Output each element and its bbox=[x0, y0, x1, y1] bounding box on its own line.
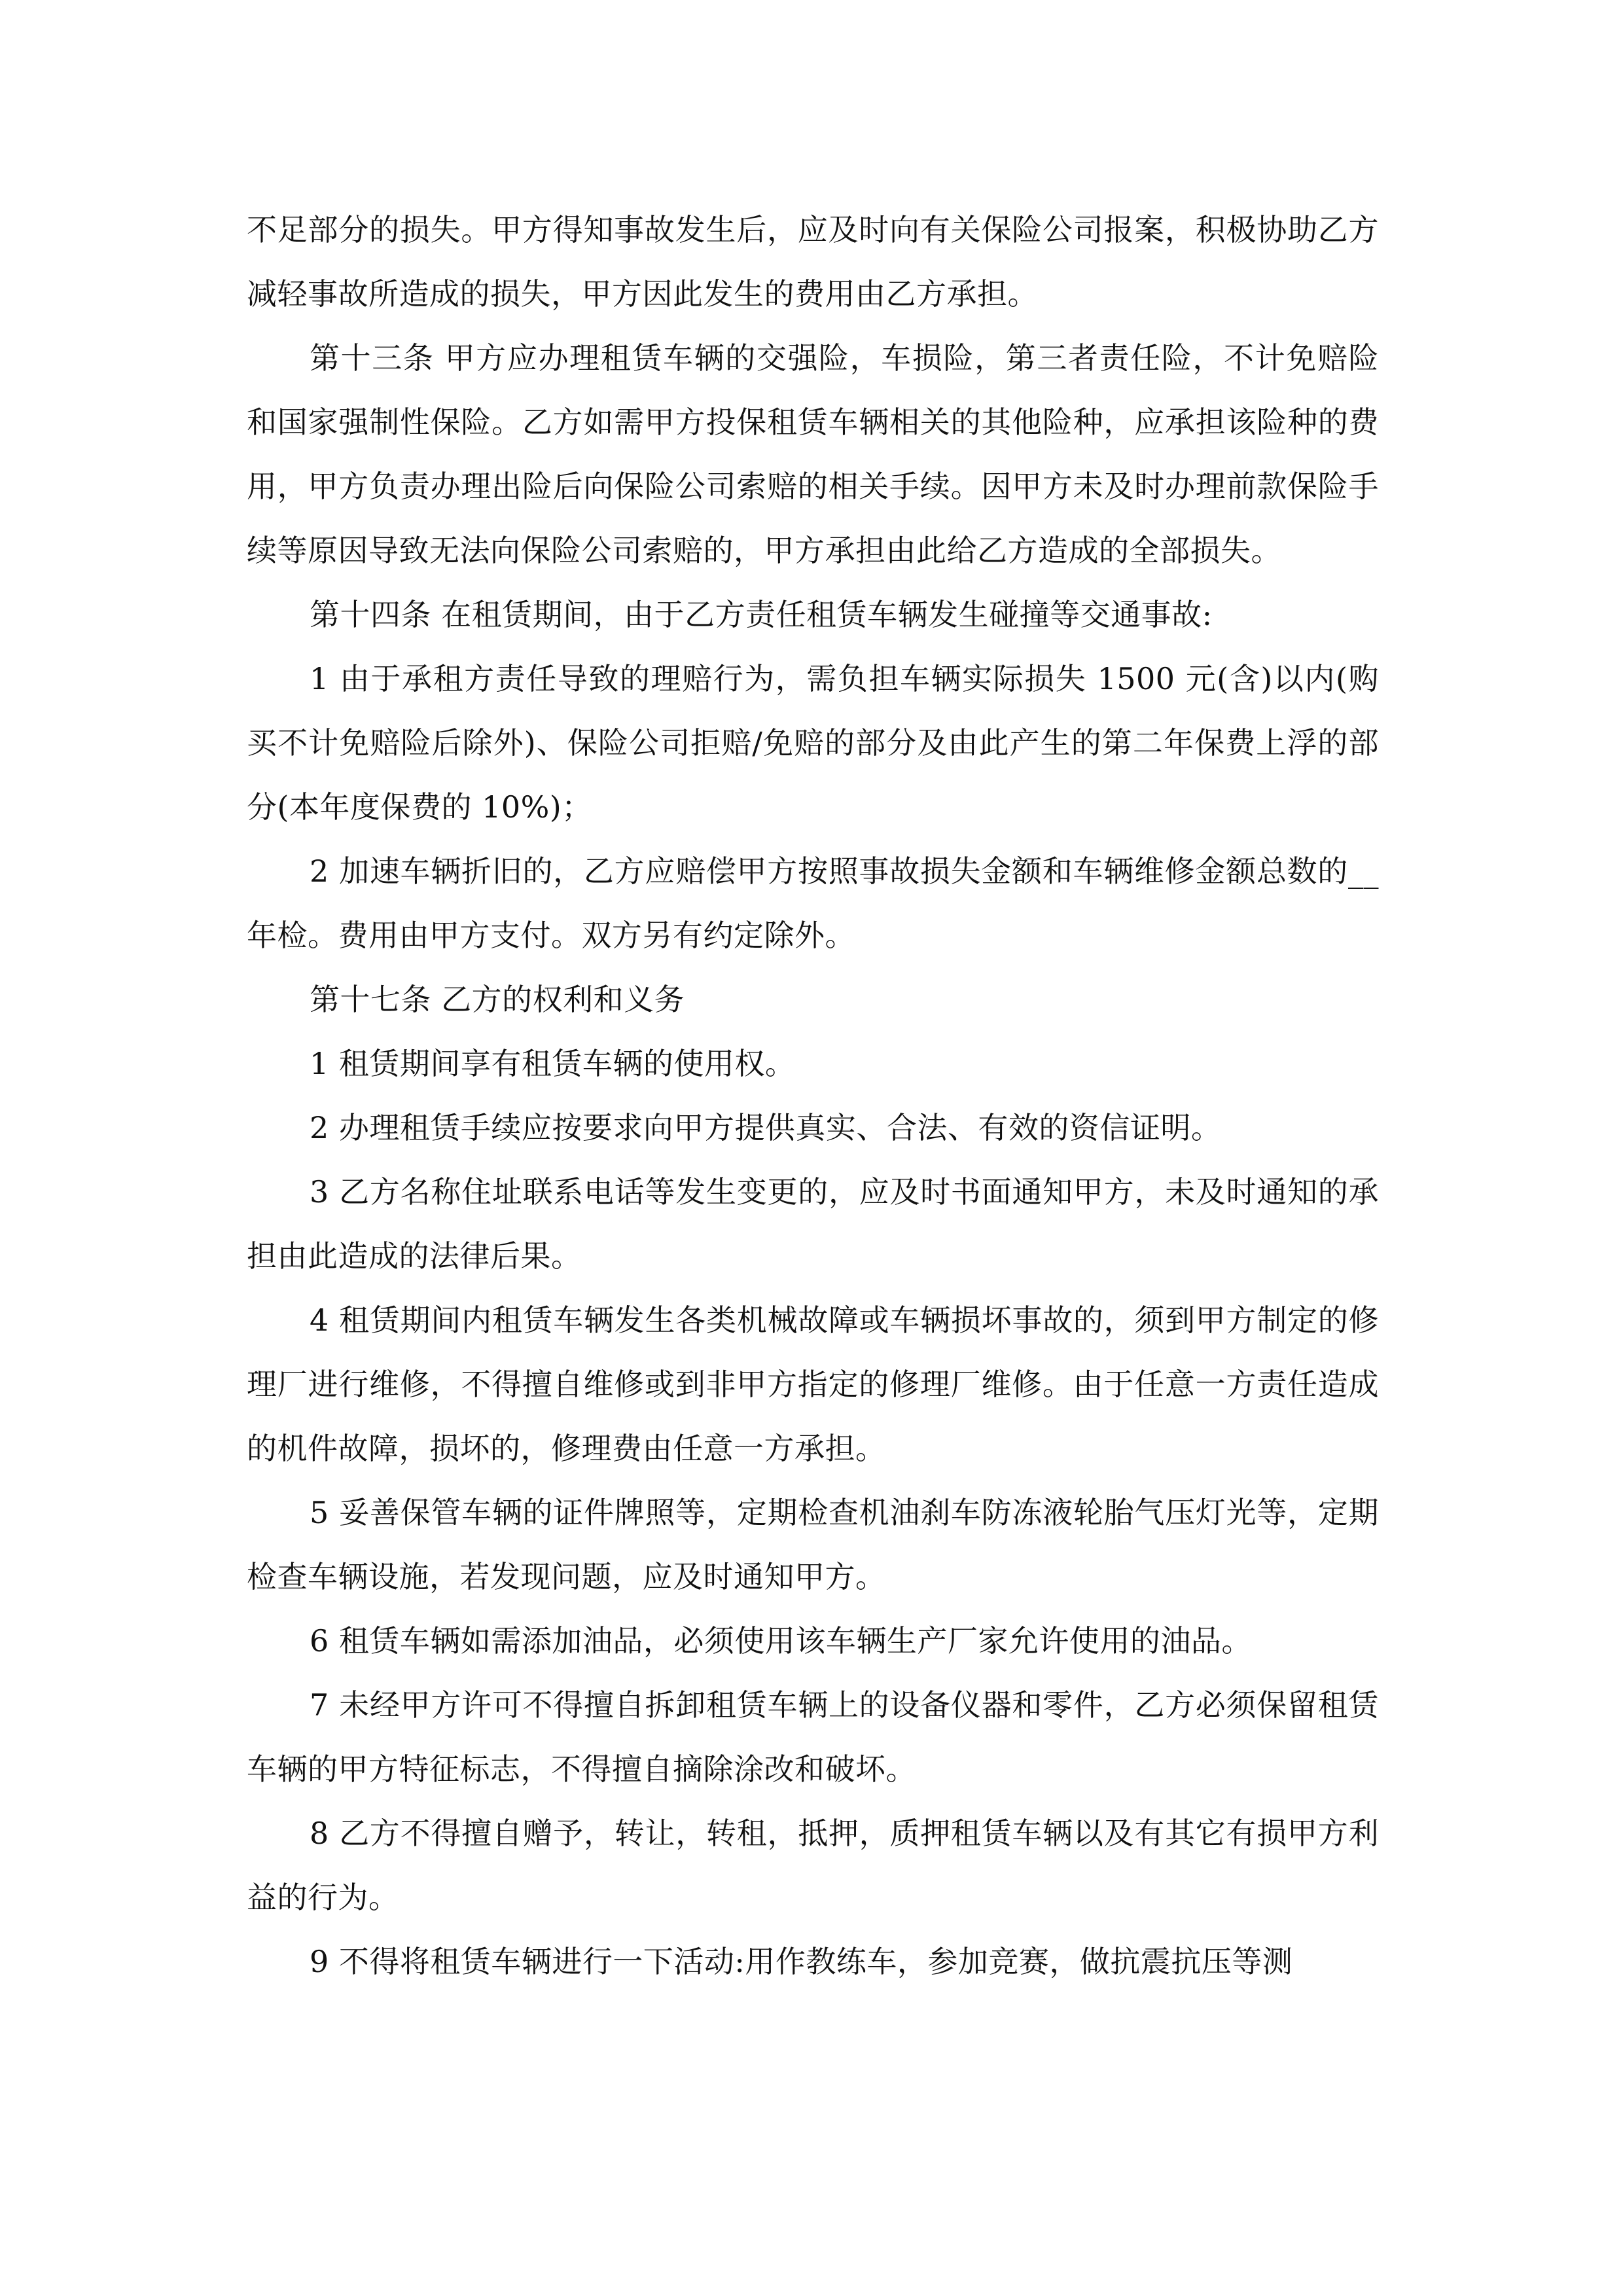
paragraph-item: 1 由于承租方责任导致的理赔行为，需负担车辆实际损失 1500 元(含)以内(购买不计免赔险后除外)、保险公司拒赔/免赔的部分及由此产生的第二年保费上浮的部分(本年度保费的 10%)； bbox=[247, 661, 1379, 825]
paragraph-item: 8 乙方不得擅自赠予，转让，转租，抵押，质押租赁车辆以及有其它有损甲方利益的行为。 bbox=[247, 1816, 1379, 1915]
paragraph-continuation: 不足部分的损失。甲方得知事故发生后，应及时向有关保险公司报案，积极协助乙方减轻事故所造成的损失，甲方因此发生的费用由乙方承担。 bbox=[247, 212, 1379, 312]
document-body bbox=[247, 198, 1379, 1994]
paragraph-item: 5 妥善保管车辆的证件牌照等，定期检查机油刹车防冻液轮胎气压灯光等，定期检查车辆设施，若发现问题，应及时通知甲方。 bbox=[247, 1495, 1379, 1594]
paragraph-article-13: 第十三条 甲方应办理租赁车辆的交强险，车损险，第三者责任险，不计免赔险和国家强制性保险。乙方如需甲方投保租赁车辆相关的其他险种，应承担该险种的费用，甲方负责办理出险后向保险公司索赔的相关手续。因甲方未及时办理前款保险手续等原因导致无法向保险公司索赔的，甲方承担由此给乙方造成的全部损失。 bbox=[247, 340, 1379, 568]
paragraph-item: 1 租赁期间享有租赁车辆的使用权。 bbox=[310, 1046, 796, 1081]
paragraph-item: 3 乙方名称住址联系电话等发生变更的，应及时书面通知甲方，未及时通知的承担由此造成的法律后果。 bbox=[247, 1174, 1379, 1274]
paragraph-item: 2 加速车辆折旧的，乙方应赔偿甲方按照事故损失金额和车辆维修金额总数的__年检。费用由甲方支付。双方另有约定除外。 bbox=[247, 853, 1379, 953]
paragraph-article-14: 第十四条 在租赁期间，由于乙方责任租赁车辆发生碰撞等交通事故: bbox=[310, 597, 1213, 632]
paragraph-item: 9 不得将租赁车辆进行一下活动:用作教练车，参加竞赛，做抗震抗压等测 bbox=[310, 1944, 1293, 1979]
paragraph-item: 4 租赁期间内租赁车辆发生各类机械故障或车辆损坏事故的，须到甲方制定的修理厂进行维修，不得擅自维修或到非甲方指定的修理厂维修。由于任意一方责任造成的机件故障，损坏的，修理费由任意一方承担。 bbox=[247, 1302, 1379, 1466]
paragraph-article-17: 第十七条 乙方的权利和义务 bbox=[310, 982, 685, 1017]
paragraph-item: 7 未经甲方许可不得擅自拆卸租赁车辆上的设备仪器和零件，乙方必须保留租赁车辆的甲方特征标志，不得擅自摘除涂改和破坏。 bbox=[247, 1687, 1379, 1787]
paragraph-item: 6 租赁车辆如需添加油品，必须使用该车辆生产厂家允许使用的油品。 bbox=[310, 1623, 1252, 1659]
paragraph-item: 2 办理租赁手续应按要求向甲方提供真实、合法、有效的资信证明。 bbox=[310, 1110, 1222, 1145]
